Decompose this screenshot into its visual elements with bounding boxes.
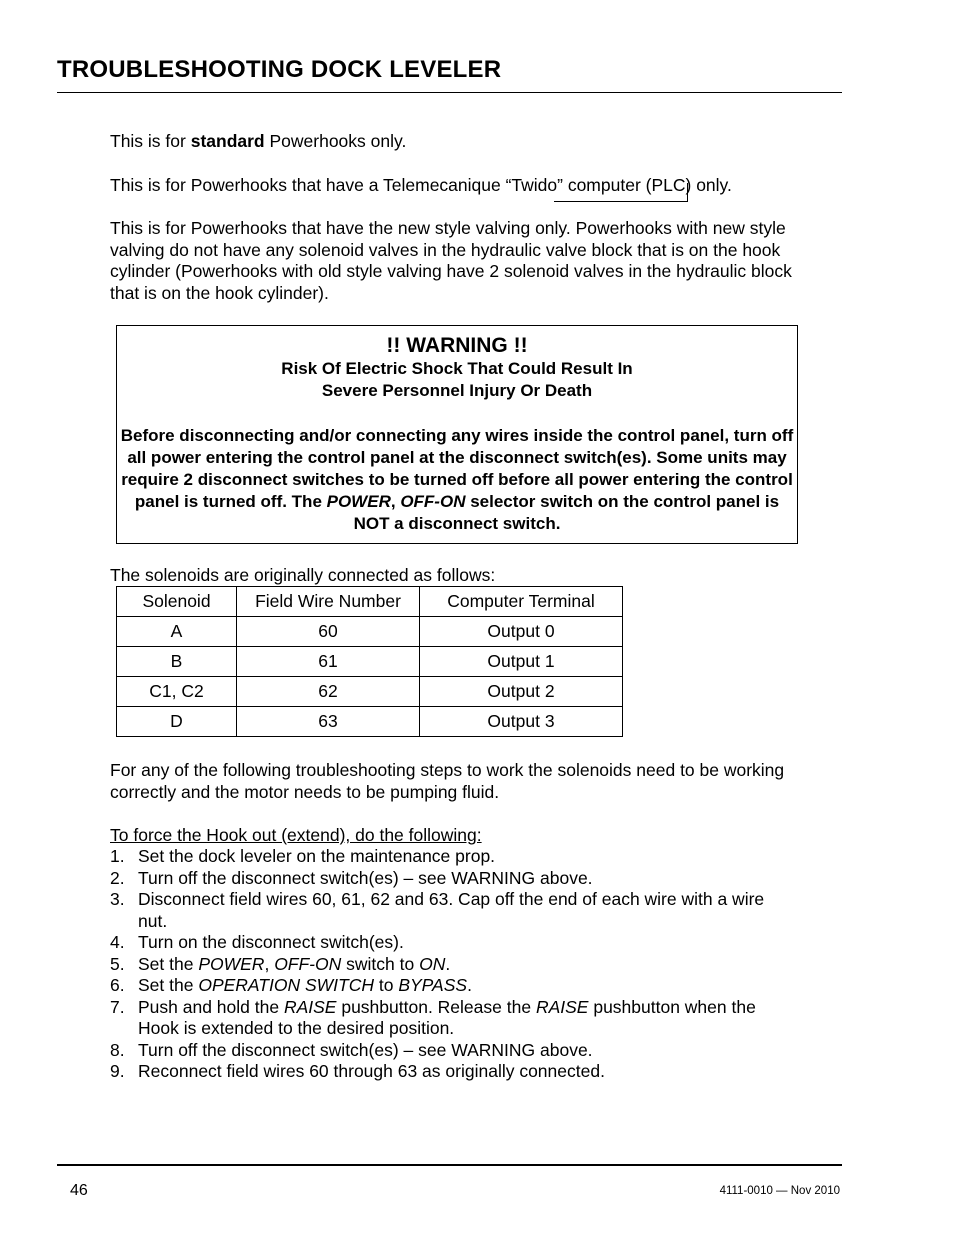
table-header-row (117, 587, 623, 617)
table-cell: Output 2 (420, 677, 623, 707)
document-id: 4111-0010 — Nov 2010 (719, 1185, 840, 1197)
table-cell: C1, C2 (117, 677, 237, 707)
table-cell: Output 1 (420, 647, 623, 677)
header-computer-terminal: Computer Terminal (420, 587, 623, 617)
table-cell: 61 (237, 647, 420, 677)
intro-valving: This is for Powerhooks that have the new style valving only. Powerhooks with new style valving do not have any solenoid valves in the hydraulic valve block that is on the hook cylinder (Powerhooks with old style valving have 2 solenoid valves in the hydraulic block that is on the hook cylinder). (110, 218, 792, 303)
list-item: 7. Push and hold the RAISE pushbutton. Release the RAISE pushbutton when the Hook is extended to the desired position. (110, 996, 756, 1038)
standard-emphasis: standard (190, 131, 265, 151)
twido-markup-line (554, 201, 688, 202)
intro-standard: This is for standard Powerhooks only. (110, 131, 407, 151)
table-cell: D (117, 707, 237, 737)
list-item: 9. Reconnect field wires 60 through 63 as originally connected. (110, 1061, 605, 1081)
warning-subtitle-2: Severe Personnel Injury Or Death (321, 381, 593, 400)
intro-twido: This is for Powerhooks that have a Telemecanique “Twido” computer (PLC) only. (110, 175, 732, 195)
warning-body: Before disconnecting and/or connecting any wires inside the control panel, turn off all power entering the control panel at the disconnect switch(es). Some units may require 2 disconnect switches to be turned off before all power entering the control panel is turned off. The POWER, OFF-ON selector switch on the control panel is NOT a disconnect switch. (120, 426, 794, 533)
header-solenoid: Solenoid (117, 587, 237, 617)
procedure-heading: To force the Hook out (extend), do the following: (110, 825, 482, 845)
header-field-wire: Field Wire Number (237, 587, 420, 617)
solenoid-table (116, 586, 623, 737)
table-cell: A (117, 617, 237, 647)
page-title: TROUBLESHOOTING DOCK LEVELER (57, 56, 502, 83)
table-cell: 62 (237, 677, 420, 707)
table-row (117, 677, 623, 707)
table-cell: 60 (237, 617, 420, 647)
list-item: 4. Turn on the disconnect switch(es). (110, 932, 404, 952)
warning-heading: !! WARNING !! (386, 334, 528, 357)
table-row (117, 617, 623, 647)
list-item: 8. Turn off the disconnect switch(es) – see WARNING above. (110, 1039, 593, 1060)
list-item: 5. Set the POWER, OFF-ON switch to ON. (110, 953, 451, 974)
solenoid-note: For any of the following troubleshooting steps to work the solenoids need to be working correctly and the motor needs to be pumping fluid. (110, 760, 785, 802)
table-cell: Output 3 (420, 707, 623, 737)
table-caption: The solenoids are originally connected as follows: (110, 565, 496, 585)
table-row (117, 707, 623, 737)
header-rule (57, 92, 842, 93)
list-item: 2. Turn off the disconnect switch(es) – see WARNING above. (110, 867, 593, 888)
table-cell: Output 0 (420, 617, 623, 647)
table-cell: B (117, 647, 237, 677)
page-number: 46 (70, 1182, 88, 1199)
warning-box (116, 325, 798, 544)
twido-markup-tick (687, 183, 688, 201)
warning-subtitle-1: Risk Of Electric Shock That Could Result In (281, 359, 633, 378)
table-cell: 63 (237, 707, 420, 737)
list-item: 6. Set the OPERATION SWITCH to BYPASS. (110, 975, 472, 995)
procedure-steps (110, 846, 790, 1083)
list-item: 3. Disconnect field wires 60, 61, 62 and 63. Cap off the end of each wire with a wire nut. (110, 889, 765, 931)
footer-rule (57, 1164, 842, 1166)
list-item: 1. Set the dock leveler on the maintenance prop. (110, 846, 496, 866)
table-row (117, 647, 623, 677)
